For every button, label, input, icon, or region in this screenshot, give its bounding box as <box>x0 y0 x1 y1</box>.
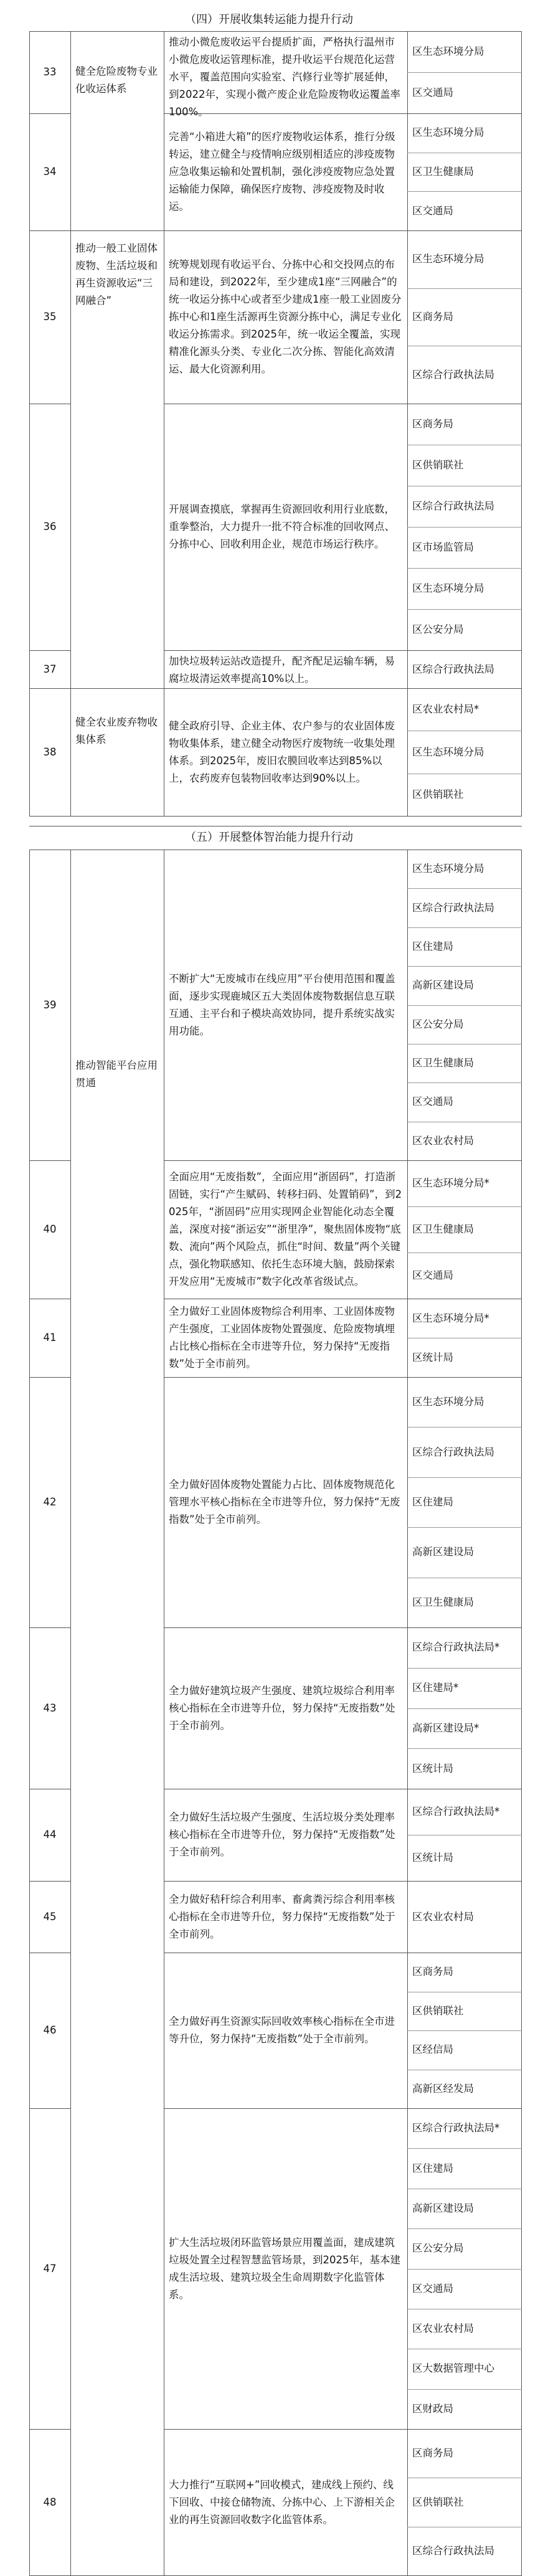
department-item: 区综合行政执法局* <box>412 2122 500 2134</box>
table-border <box>164 2108 522 2109</box>
row-number: 34 <box>43 166 57 178</box>
table-border <box>29 650 71 651</box>
row-number: 41 <box>43 1332 57 1343</box>
task-item-text: 推动一般工业固体废物、生活垃圾和再生资源收运“三网融合” <box>75 242 158 306</box>
row-number: 38 <box>43 746 57 758</box>
table-border <box>29 816 71 817</box>
table-border <box>29 2108 71 2109</box>
section-title: （五）开展整体智治能力提升行动 <box>185 831 353 844</box>
department-item: 高新区建设局 <box>412 2202 474 2214</box>
row-number: 46 <box>43 2024 57 2036</box>
measure-text: 全力做好秸秆综合利用率、畜禽粪污综合利用率核心指标在全市进等升位，努力保持“无废指数”处于全市前列。 <box>169 1893 395 1940</box>
row-number: 45 <box>43 1910 57 1923</box>
measure-text: 开展调查摸底，掌握再生资源回收利用行业底数，重拳整治，大力提升一批不符合标准的回收网点、分拣中心、回收利用企业，规范市场运行秩序。 <box>169 503 395 550</box>
table-border <box>521 850 522 2575</box>
row-number: 37 <box>43 663 57 675</box>
department-divider <box>407 927 522 928</box>
department-item: 区生态环境分局 <box>412 582 484 594</box>
table-border <box>164 650 522 651</box>
measure-text: 健全政府引导、企业主体、农户参与的农业固体废物收集体系，建立健全动物医疗废物统一收集处理体系。到2025年，废旧农膜回收率达到85%以上，农药废弃包装物回收率达到90%以上。 <box>169 719 395 784</box>
table-border <box>521 31 522 816</box>
row-number: 36 <box>43 521 57 533</box>
department-item: 区商务局 <box>412 311 453 323</box>
table-border <box>29 31 30 816</box>
table-border <box>407 850 408 2575</box>
department-divider <box>407 1206 522 1207</box>
department-item: 区农业农村局* <box>412 703 479 716</box>
measure-text: 不断扩大“无废城市在线应用”平台使用范围和覆盖面，逐步实现鹿城区五大类固体废物数据信息互联互通、主平台和子模块高效协同，提升系统实战实用功能。 <box>169 972 395 1037</box>
department-divider <box>407 1005 522 1006</box>
row-number: 40 <box>43 1223 57 1235</box>
row-number: 35 <box>43 311 57 323</box>
table-border <box>29 31 522 32</box>
department-divider <box>407 1427 522 1428</box>
department-item: 区财政局 <box>412 2402 453 2415</box>
table-border <box>164 1627 522 1628</box>
department-item: 区大数据管理中心 <box>412 2362 494 2375</box>
department-item: 区综合行政执法局 <box>412 901 494 914</box>
table-border <box>70 816 164 817</box>
department-item: 区综合行政执法局 <box>412 2544 494 2557</box>
department-item: 区公安分局 <box>412 623 464 635</box>
row-number: 42 <box>43 1496 57 1508</box>
department-item: 区商务局 <box>412 418 453 430</box>
department-divider <box>407 2148 522 2149</box>
department-item: 区生态环境分局* <box>412 1177 489 1189</box>
department-divider <box>407 2389 522 2390</box>
department-item: 区农业农村局 <box>412 2323 474 2335</box>
table-border <box>70 850 71 2575</box>
department-item: 区统计局 <box>412 1762 453 1774</box>
table-border <box>164 2429 522 2430</box>
section-title: （四）开展收集转运能力提升行动 <box>185 13 353 26</box>
table-border <box>164 1377 522 1378</box>
row-number: 44 <box>43 1829 57 1840</box>
department-item: 区统计局 <box>412 1351 453 1363</box>
department-item: 区供销联社 <box>412 459 464 471</box>
row-number: 33 <box>43 66 57 78</box>
department-divider <box>407 888 522 889</box>
department-item: 区交通局 <box>412 2282 453 2294</box>
department-divider <box>407 1668 522 1669</box>
department-item: 区卫生健康局 <box>412 1596 474 1608</box>
measure-text: 全力做好工业固体废物综合利用率、工业固体废物产生强度，工业固体废物处置强度、危险废物填埋占比核心指标在全市进等升位，努力保持“无废指数”处于全市前列。 <box>169 1305 395 1370</box>
table-border <box>70 31 71 816</box>
table-border <box>164 688 522 689</box>
department-item: 区生态环境分局 <box>412 1396 484 1408</box>
department-item: 区综合行政执法局 <box>412 368 494 381</box>
measure-text: 统筹规划现有收运平台、分拣中心和交投网点的布局和建设，到2022年，至少建成1座“三网融合”的统一收运分拣中心或者至少建成1座一般工业固废分拣中心和1座生活源再生资源分拣中心，满足专业化收运分拣需求。到2025年，统一收运全覆盖，实现精准化源头分类、专业化二次分拣、智能化高效清运、最大化资源利用。 <box>169 258 402 375</box>
department-item: 区供销联社 <box>412 2004 464 2017</box>
department-divider <box>407 527 522 528</box>
department-item: 区卫生健康局 <box>412 166 474 178</box>
row-number: 43 <box>43 1702 57 1714</box>
department-divider <box>407 2269 522 2270</box>
department-divider <box>407 568 522 569</box>
table-border <box>70 230 164 231</box>
department-item: 区市场监管局 <box>412 541 474 553</box>
department-item: 区卫生健康局 <box>412 1057 474 1069</box>
department-divider <box>407 1082 522 1083</box>
measure-text: 大力推行“互联网+”回收模式，建成线上预约、线下回收、中接仓储物流、分拣中心、上下游相关企业的再生资源回收数字化监管体系。 <box>169 2478 395 2526</box>
measure-text: 全力做好建筑垃圾产生强度、建筑垃圾综合利用率核心指标在全市进等升位，努力保持“无废指数”处于全市前列。 <box>169 1684 395 1731</box>
row-number: 39 <box>43 998 57 1011</box>
department-item: 区综合行政执法局 <box>412 1446 494 1458</box>
task-item-text: 推动智能平台应用贯通 <box>75 1059 158 1089</box>
department-divider <box>407 1748 522 1749</box>
measure-text: 完善“小箱进大箱”的医疗废物收运体系，推行分级转运，建立健全与疫情响应级别相适应的涉疫废物应急收集运输和处置机制，强化涉疫废物应急处置运输能力保障，确保医疗废物、涉疫废物及时收运。 <box>169 131 395 212</box>
department-item: 区住建局 <box>412 940 453 952</box>
measure-text: 推动小微危废收运平台提质扩面，严格执行温州市小微危废收运管理标准，提升收运平台规范化运营水平，覆盖范围向实验室、汽修行业等扩展延伸，到2022年，实现小微产废企业危险废物收运覆盖率100%。 <box>169 36 400 118</box>
measure-text: 加快垃圾转运站改造提升，配齐配足运输车辆，易腐垃圾清运效率提高10%以上。 <box>169 655 395 684</box>
department-item: 区生态环境分局 <box>412 863 484 875</box>
department-item: 区生态环境分局 <box>412 126 484 139</box>
department-item: 区农业农村局 <box>412 1910 474 1923</box>
department-item: 区住建局 <box>412 1496 453 1508</box>
department-item: 区公安分局 <box>412 1018 464 1030</box>
department-item: 区公安分局 <box>412 2242 464 2255</box>
department-divider <box>407 1527 522 1528</box>
department-item: 区商务局 <box>412 1966 453 1978</box>
department-item: 区商务局 <box>412 2447 453 2460</box>
department-item: 区综合行政执法局* <box>412 1806 500 1817</box>
table-border <box>70 688 164 689</box>
table-border <box>164 1881 522 1882</box>
department-item: 区住建局 <box>412 2162 453 2174</box>
department-item: 区交通局 <box>412 1096 453 1108</box>
measure-text: 全力做好再生资源实际回收效率核心指标在全市进等升位，努力保持“无废指数”处于全市前列。 <box>169 2015 395 2045</box>
measure-text: 扩大生活垃圾闭环监管场景应用覆盖面，建成建筑垃圾处置全过程智慧监管场景，到2025年，基本建成生活垃圾、建筑垃圾全生命周期数字化监管体系。 <box>169 2236 400 2301</box>
measure-text: 全面应用“无废指数”，全面应用“浙固码”，打造浙固链，实行“产生赋码、转移扫码、处置销码”，到2025年，“浙固码”应用实现网企业智能化动态全覆盖，深度对接“浙运安”“浙里净”，聚焦固体废物“底数、流向”两个风险点，抓住“时间、数量”两个关键点，强化物联感知、依托生态环境大脑，鼓励探索开发应用“无废城市”数字化改革省级试点。 <box>169 1171 402 1287</box>
department-divider <box>407 288 522 289</box>
table-border <box>164 816 522 817</box>
department-item: 区农业农村局 <box>412 1134 474 1147</box>
table-border <box>29 230 71 231</box>
table-border <box>29 1377 71 1378</box>
table-border <box>29 113 71 114</box>
department-divider <box>407 191 522 192</box>
department-divider <box>407 2228 522 2229</box>
department-item: 区生态环境分局 <box>412 253 484 265</box>
department-item: 区生态环境分局 <box>412 45 484 57</box>
department-item: 区供销联社 <box>412 2496 464 2508</box>
department-item: 高新区建设局 <box>412 1546 474 1558</box>
measure-text: 全力做好固体废物处置能力占比、固体废物规范化管理水平核心指标在全市进等升位，努力保持“无废指数”处于全市前列。 <box>169 1479 400 1525</box>
department-item: 区统计局 <box>412 1852 453 1863</box>
task-item-text: 健全农业废弃物收集体系 <box>75 716 158 746</box>
department-item: 区住建局* <box>412 1682 459 1694</box>
department-divider <box>407 1252 522 1253</box>
table-border <box>29 1627 71 1628</box>
department-item: 区生态环境分局* <box>412 1312 489 1324</box>
department-item: 区交通局 <box>412 87 453 98</box>
table-border <box>407 31 408 816</box>
department-item: 区经信局 <box>412 2043 453 2056</box>
department-divider <box>407 609 522 610</box>
table-border <box>164 1160 522 1161</box>
department-divider <box>407 72 522 73</box>
row-number: 48 <box>43 2496 57 2508</box>
department-item: 高新区经发局 <box>412 2082 474 2095</box>
department-item: 高新区建设局 <box>412 979 474 992</box>
department-item: 区综合行政执法局 <box>412 500 494 512</box>
department-item: 区交通局 <box>412 204 453 217</box>
table-border <box>29 1160 71 1161</box>
department-divider <box>407 1708 522 1709</box>
department-divider <box>407 2030 522 2031</box>
department-item: 区交通局 <box>412 1269 453 1281</box>
measure-text: 全力做好生活垃圾产生强度、生活垃圾分类处理率核心指标在全市进等升位，努力保持“无废指数”处于全市前列。 <box>169 1811 395 1858</box>
department-item: 区综合行政执法局 <box>412 663 494 675</box>
table-border <box>29 688 71 689</box>
row-number: 47 <box>43 2262 57 2275</box>
department-divider <box>407 1477 522 1478</box>
department-item: 区供销联社 <box>412 788 464 800</box>
department-item: 高新区建设局* <box>412 1721 479 1734</box>
task-item-text: 健全危险废物专业化收运体系 <box>75 65 158 95</box>
table-border <box>29 2429 71 2430</box>
table-border <box>164 230 522 231</box>
department-item: 区综合行政执法局* <box>412 1641 500 1654</box>
department-divider <box>407 966 522 967</box>
department-item: 区卫生健康局 <box>412 1223 474 1235</box>
department-item: 区生态环境分局 <box>412 746 484 758</box>
table-border <box>29 1881 71 1882</box>
